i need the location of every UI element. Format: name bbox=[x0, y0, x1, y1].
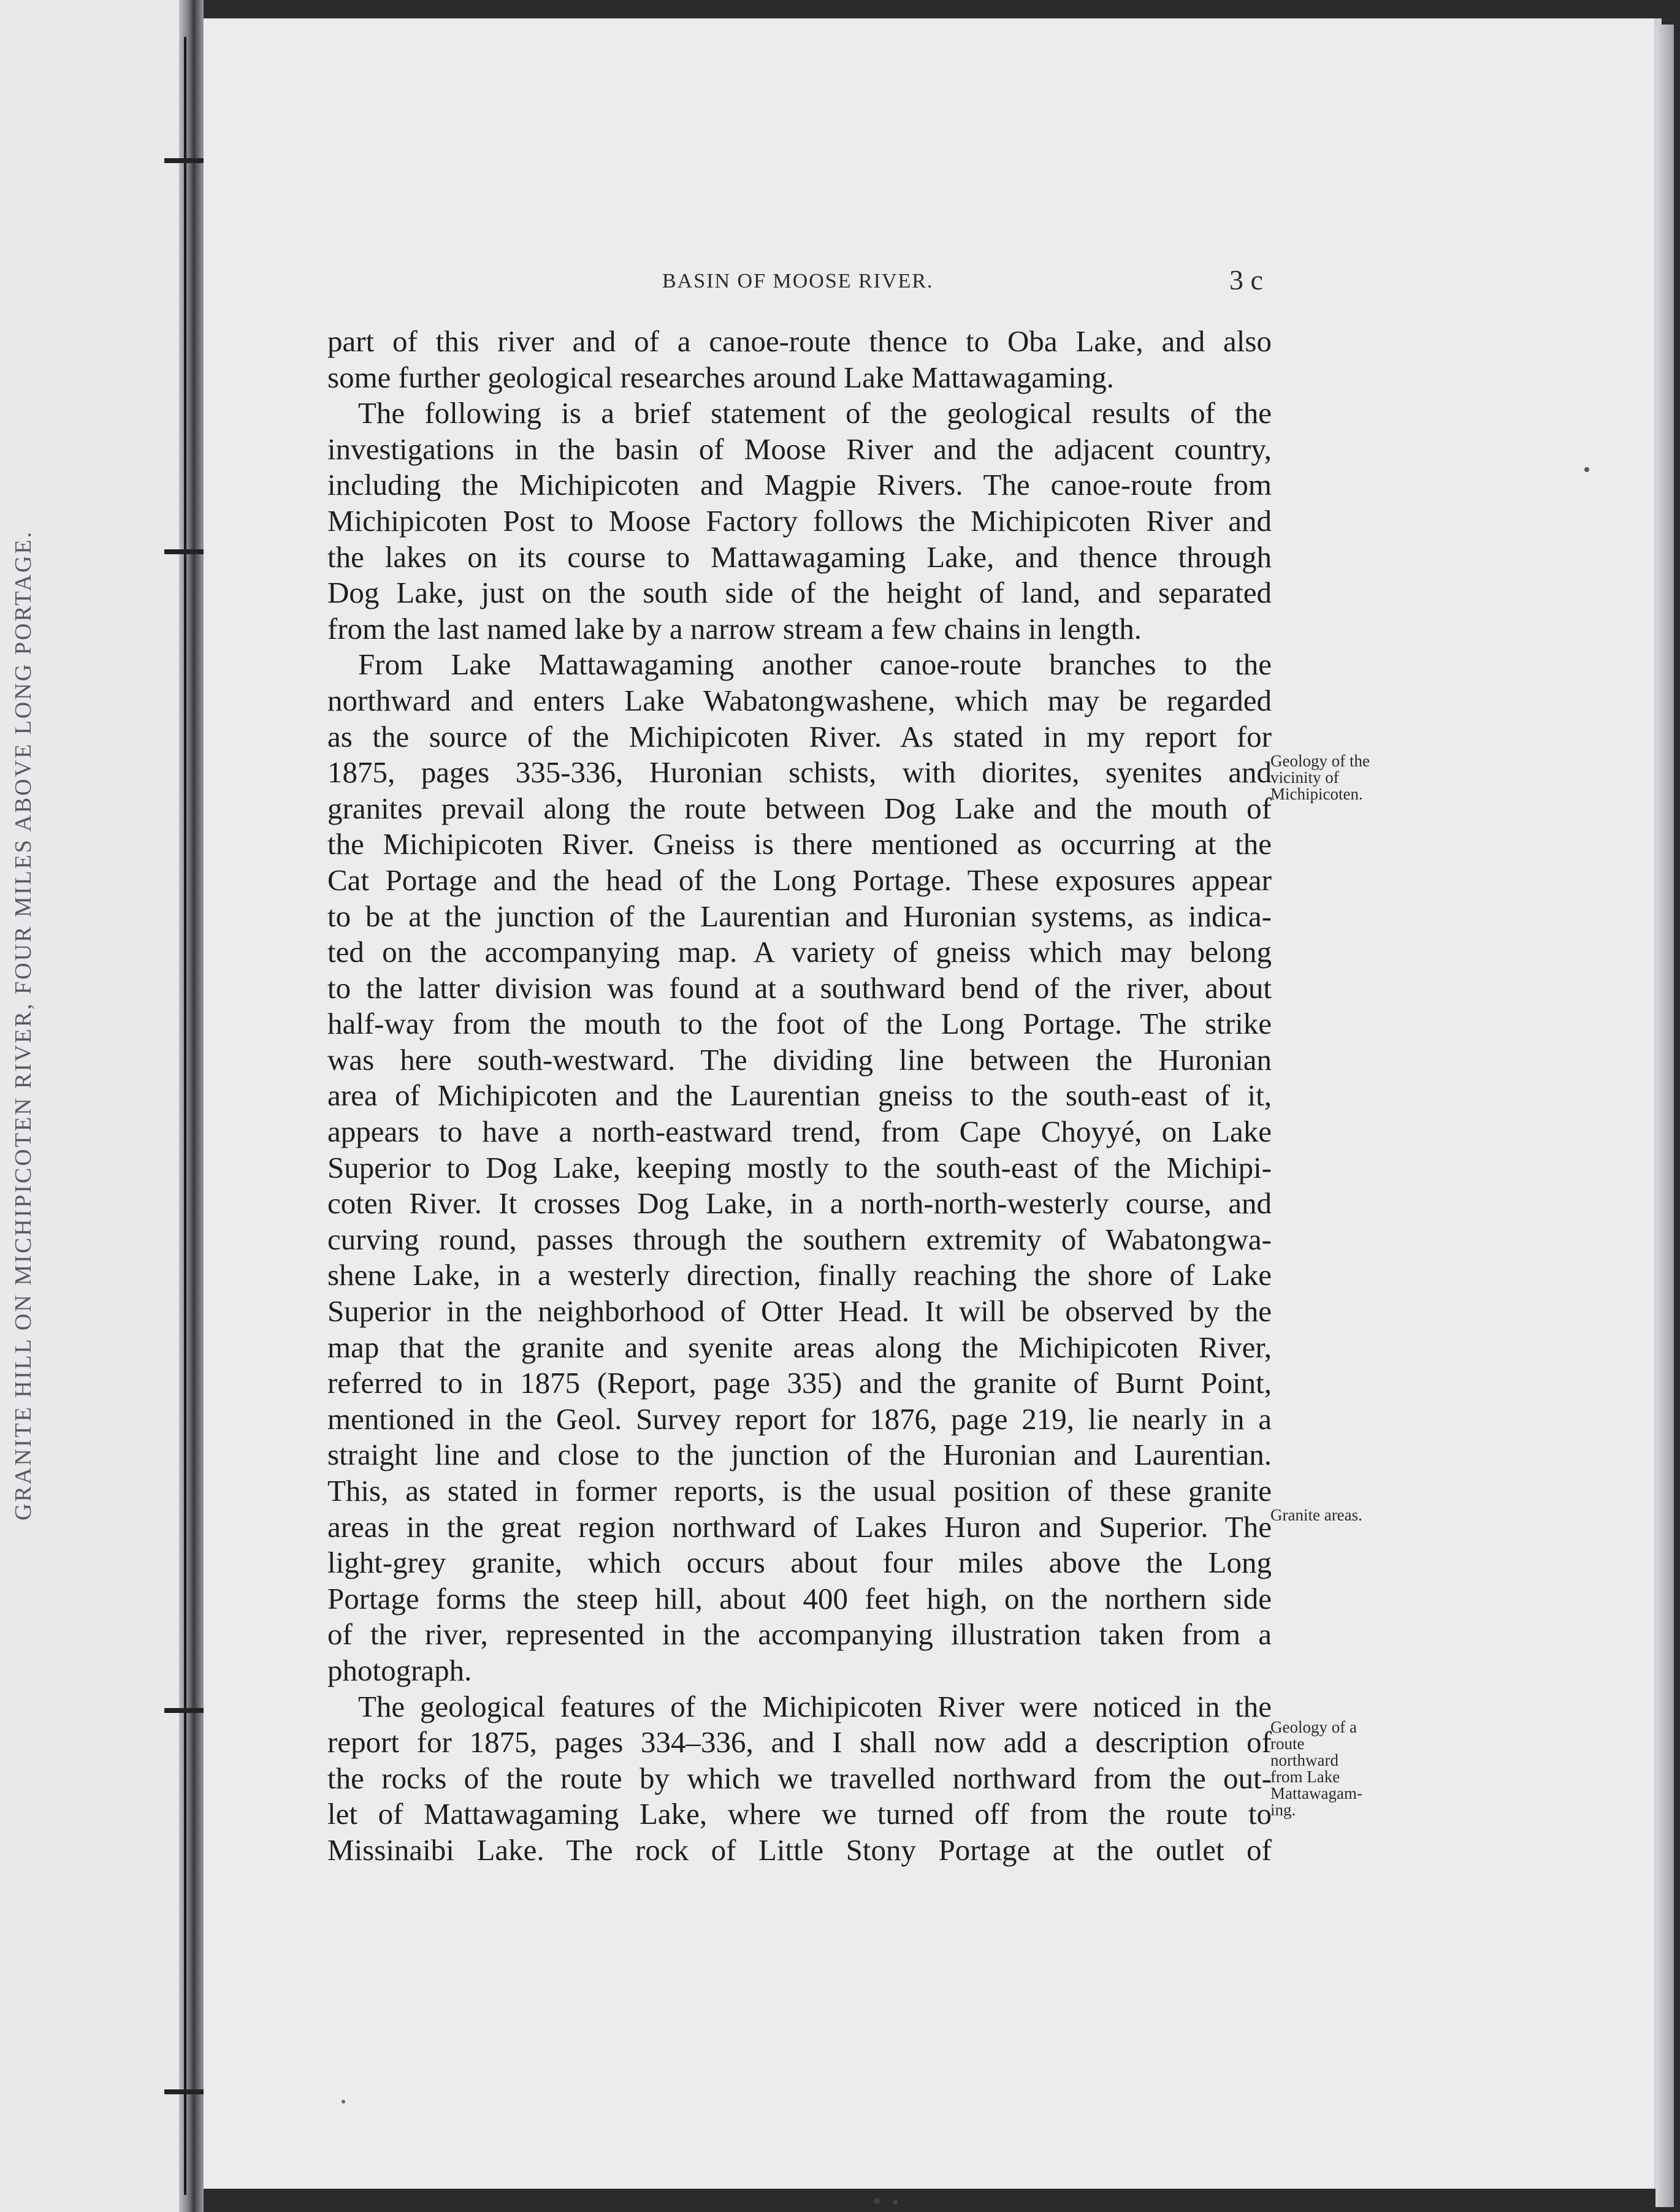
text-line: the Michipicoten River. Gneiss is there mentioned as occurring at the bbox=[327, 827, 1272, 861]
text-line: let of Mattawagaming Lake, where we turned off from the route to bbox=[327, 1797, 1272, 1831]
text-line: map that the granite and syenite areas along the Michipicoten River, bbox=[327, 1330, 1272, 1364]
text-line: Portage forms the steep hill, about 400 feet high, on the northern side bbox=[327, 1581, 1272, 1615]
text-line: from the last named lake by a narrow stream a few chains in length. bbox=[327, 611, 1142, 646]
text-line: the rocks of the route by which we travelled northward from the out- bbox=[327, 1761, 1272, 1795]
text-line: to the latter division was found at a southward bend of the river, about bbox=[327, 971, 1272, 1005]
margin-note-granite: Granite areas. bbox=[1270, 1506, 1362, 1524]
text-line: area of Michipicoten and the Laurentian gneiss to the south-east of it, bbox=[327, 1078, 1272, 1113]
text-line: 1875, pages 335-336, Huronian schists, with diorites, syenites and bbox=[327, 755, 1272, 790]
gutter-line bbox=[184, 37, 186, 2195]
binding-mark bbox=[164, 158, 207, 163]
running-head: BASIN OF MOOSE RIVER. bbox=[662, 270, 934, 292]
page-edge bbox=[1655, 25, 1674, 2207]
text-line: Dog Lake, just on the south side of the height of land, and separated bbox=[327, 576, 1272, 610]
text-line: Cat Portage and the head of the Long Portage. These exposures appear bbox=[327, 863, 1272, 897]
text-line: to be at the junction of the Laurentian and Huronian systems, as indica- bbox=[327, 899, 1272, 933]
text-line: of the river, represented in the accompanying illustration taken from a bbox=[327, 1617, 1272, 1652]
text-line: northward and enters Lake Wabatongwashene, which may be regarded bbox=[327, 683, 1272, 717]
text-line: areas in the great region northward of Lakes Huron and Superior. The bbox=[327, 1509, 1272, 1544]
text-line: part of this river and of a canoe-route thence to Oba Lake, and also bbox=[327, 324, 1272, 358]
text-line: From Lake Mattawagaming another canoe-route branches to the bbox=[358, 647, 1272, 682]
text-line: shene Lake, in a westerly direction, finally reaching the shore of Lake bbox=[327, 1258, 1272, 1292]
text-line: ted on the accompanying map. A variety of gneiss which may belong bbox=[327, 935, 1272, 969]
text-line: referred to in 1875 (Report, page 335) and the granite of Burnt Point, bbox=[327, 1366, 1272, 1400]
binding-mark bbox=[164, 1708, 207, 1713]
body-text bbox=[327, 324, 1272, 1918]
book-fold bbox=[179, 0, 204, 2212]
page-number: 3 c bbox=[1229, 264, 1263, 296]
text-line: Michipicoten Post to Moose Factory follows the Michipicoten River and bbox=[327, 503, 1272, 538]
text-line: The geological features of the Michipicoten River were noticed in the bbox=[358, 1689, 1272, 1723]
text-line: This, as stated in former reports, is the usual position of these granite bbox=[327, 1474, 1272, 1508]
margin-note-route: Geology of a route northward from Lake Mattawagam- ing. bbox=[1270, 1718, 1362, 1819]
text-line: report for 1875, pages 334–336, and I shall now add a description of bbox=[327, 1725, 1272, 1760]
text-line: Superior in the neighborhood of Otter Head. It will be observed by the bbox=[327, 1294, 1272, 1329]
text-line: the lakes on its course to Mattawagaming Lake, and thence through bbox=[327, 540, 1272, 574]
text-line: The following is a brief statement of the geological results of the bbox=[358, 396, 1272, 430]
text-line: mentioned in the Geol. Survey report for 1876, page 219, lie nearly in a bbox=[327, 1402, 1272, 1436]
text-line: was here south-westward. The dividing line between the Huronian bbox=[327, 1042, 1272, 1077]
binding-mark bbox=[164, 2089, 207, 2094]
text-line: appears to have a north-eastward trend, from Cape Choyyé, on Lake bbox=[327, 1115, 1272, 1149]
text-line: half-way from the mouth to the foot of the Long Portage. The strike bbox=[327, 1007, 1272, 1041]
text-line: including the Michipicoten and Magpie Rivers. The canoe-route from bbox=[327, 468, 1272, 502]
text-line: granites prevail along the route between Dog Lake and the mouth of bbox=[327, 791, 1272, 825]
text-line: Superior to Dog Lake, keeping mostly to the south-east of the Michipi- bbox=[327, 1150, 1272, 1184]
text-line: straight line and close to the junction of the Huronian and Laurentian. bbox=[327, 1438, 1272, 1472]
text-line: some further geological researches around Lake Mattawagaming. bbox=[327, 360, 1114, 394]
text-line: photograph. bbox=[327, 1653, 472, 1687]
text-line: Missinaibi Lake. The rock of Little Stony Portage at the outlet of bbox=[327, 1833, 1272, 1867]
text-line: curving round, passes through the southern extremity of Wabatongwa- bbox=[327, 1222, 1272, 1256]
margin-note-michipicoten: Geology of the vicinity of Michipicoten. bbox=[1270, 752, 1370, 803]
text-line: as the source of the Michipicoten River. As stated in my report for bbox=[327, 719, 1272, 753]
text-line: light-grey granite, which occurs about four miles above the Long bbox=[327, 1546, 1272, 1580]
text-line: investigations in the basin of Moose River and the adjacent country, bbox=[327, 432, 1272, 466]
binding-mark bbox=[164, 549, 207, 554]
text-line: coten River. It crosses Dog Lake, in a north-north-westerly course, and bbox=[327, 1186, 1272, 1221]
illustration-caption: GRANITE HILL ON MICHIPICOTEN RIVER, FOUR MILES ABOVE LONG PORTAGE. bbox=[10, 530, 36, 1520]
